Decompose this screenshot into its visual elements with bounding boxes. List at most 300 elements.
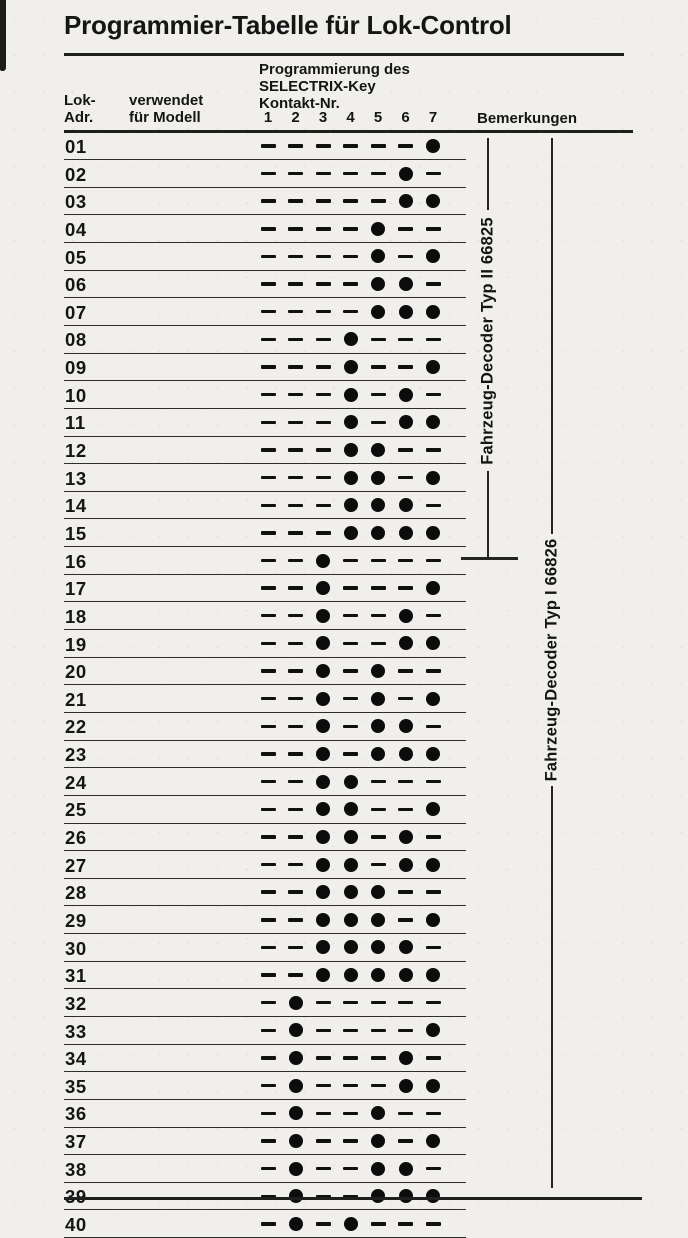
contact-dot xyxy=(371,471,385,485)
row-contacts xyxy=(64,602,466,629)
contact-dash xyxy=(371,1029,386,1032)
row-adr: 40 xyxy=(65,1214,87,1236)
contact-dash xyxy=(261,780,276,783)
table-row xyxy=(64,326,466,354)
row-adr: 21 xyxy=(65,689,87,711)
contact-dash xyxy=(261,669,276,672)
contact-dot xyxy=(399,719,413,733)
contact-dot xyxy=(399,1079,413,1093)
contact-dash xyxy=(261,338,276,341)
contact-dash xyxy=(261,559,276,562)
row-contacts xyxy=(64,824,466,851)
row-adr: 13 xyxy=(65,468,87,490)
contact-dash xyxy=(371,172,386,175)
contact-dash xyxy=(316,1167,331,1170)
row-contacts xyxy=(64,1072,466,1099)
row-adr: 03 xyxy=(65,191,87,213)
contact-number: 6 xyxy=(396,109,416,126)
contact-dot xyxy=(289,1134,303,1148)
row-adr: 29 xyxy=(65,910,87,932)
row-adr: 10 xyxy=(65,385,87,407)
contact-dash xyxy=(343,1167,358,1170)
contact-dot xyxy=(371,747,385,761)
contact-dot xyxy=(316,664,330,678)
contact-dash xyxy=(261,365,276,368)
contact-dash xyxy=(288,725,303,728)
contact-dot xyxy=(426,802,440,816)
contact-dash xyxy=(316,1001,331,1004)
contact-dot xyxy=(426,526,440,540)
contact-dash xyxy=(261,1084,276,1087)
contact-dot xyxy=(344,526,358,540)
contact-dot xyxy=(344,913,358,927)
contact-dot xyxy=(316,775,330,789)
row-adr: 25 xyxy=(65,799,87,821)
contact-dash xyxy=(288,669,303,672)
table-row xyxy=(64,188,466,216)
row-adr: 16 xyxy=(65,551,87,573)
contact-dash xyxy=(316,282,331,285)
row-contacts xyxy=(64,381,466,408)
decoder-typ1-bracket-line-top xyxy=(551,138,553,534)
contact-dot xyxy=(344,775,358,789)
title-rule xyxy=(64,53,624,56)
contact-dash xyxy=(316,1056,331,1059)
contact-dash xyxy=(288,780,303,783)
contact-dot xyxy=(426,471,440,485)
row-adr: 17 xyxy=(65,578,87,600)
contact-dash xyxy=(288,531,303,534)
decoder-typ2-bracket-line-bottom xyxy=(487,471,489,559)
contact-dot xyxy=(399,388,413,402)
contact-dash xyxy=(261,310,276,313)
contact-dash xyxy=(426,725,441,728)
contact-dot xyxy=(316,885,330,899)
contact-dash xyxy=(371,808,386,811)
contact-dot xyxy=(426,913,440,927)
contact-dash xyxy=(398,697,413,700)
contact-dot xyxy=(399,1162,413,1176)
contact-dot xyxy=(426,747,440,761)
contact-dot xyxy=(371,443,385,457)
contact-dash xyxy=(371,863,386,866)
contact-dash xyxy=(316,227,331,230)
row-adr: 23 xyxy=(65,744,87,766)
table-row xyxy=(64,713,466,741)
contact-dot xyxy=(316,692,330,706)
row-adr: 36 xyxy=(65,1103,87,1125)
contact-dash xyxy=(398,808,413,811)
table-row xyxy=(64,437,466,465)
contact-dash xyxy=(316,199,331,202)
contact-dash xyxy=(426,1167,441,1170)
contact-dash xyxy=(343,1139,358,1142)
contact-dash xyxy=(288,752,303,755)
table-rows xyxy=(64,133,466,1238)
row-contacts xyxy=(64,519,466,546)
contact-dash xyxy=(288,559,303,562)
table-row xyxy=(64,879,466,907)
contact-dash xyxy=(261,890,276,893)
row-contacts xyxy=(64,685,466,712)
contact-dot xyxy=(426,581,440,595)
column-header-modell-line2: für Modell xyxy=(129,109,203,126)
contact-dash xyxy=(343,559,358,562)
contact-dash xyxy=(316,365,331,368)
table-row xyxy=(64,934,466,962)
table-row xyxy=(64,243,466,271)
contact-dash xyxy=(316,310,331,313)
contact-dot xyxy=(316,636,330,650)
contact-dash xyxy=(288,172,303,175)
row-adr: 24 xyxy=(65,772,87,794)
contact-dash xyxy=(316,393,331,396)
row-contacts xyxy=(64,464,466,491)
contact-dash xyxy=(371,144,386,147)
row-contacts xyxy=(64,492,466,519)
contact-dash xyxy=(426,393,441,396)
contact-number: 5 xyxy=(368,109,388,126)
row-contacts xyxy=(64,741,466,768)
contact-dash xyxy=(426,1112,441,1115)
contact-dash xyxy=(261,1222,276,1225)
contact-dot xyxy=(371,305,385,319)
contact-dash xyxy=(261,752,276,755)
row-adr: 18 xyxy=(65,606,87,628)
contact-dash xyxy=(343,752,358,755)
row-contacts xyxy=(64,354,466,381)
contact-dot xyxy=(316,968,330,982)
contact-dash xyxy=(371,1084,386,1087)
programmierung-line3: Kontakt-Nr. xyxy=(259,95,410,112)
contact-dot xyxy=(344,1217,358,1231)
contact-dash xyxy=(398,918,413,921)
row-adr: 04 xyxy=(65,219,87,241)
contact-dash xyxy=(426,227,441,230)
decoder-typ1-label: Fahrzeug-Decoder Typ I 66826 xyxy=(543,539,562,782)
contact-dash xyxy=(371,199,386,202)
contact-dash xyxy=(261,1001,276,1004)
row-adr: 30 xyxy=(65,938,87,960)
row-adr: 26 xyxy=(65,827,87,849)
contact-dash xyxy=(288,227,303,230)
contact-dot xyxy=(371,249,385,263)
table-row xyxy=(64,271,466,299)
row-contacts xyxy=(64,547,466,574)
contact-dash xyxy=(288,835,303,838)
contact-dash xyxy=(316,255,331,258)
contact-dot xyxy=(316,609,330,623)
contact-dot xyxy=(426,968,440,982)
row-adr: 06 xyxy=(65,274,87,296)
contact-dash xyxy=(288,476,303,479)
contact-dash xyxy=(398,559,413,562)
contact-dash xyxy=(371,338,386,341)
row-contacts xyxy=(64,215,466,242)
contact-dot xyxy=(371,1134,385,1148)
table-row xyxy=(64,381,466,409)
contact-dot xyxy=(426,1023,440,1037)
row-adr: 27 xyxy=(65,855,87,877)
contact-dash xyxy=(261,946,276,949)
contact-dot xyxy=(426,1079,440,1093)
contact-dash xyxy=(261,835,276,838)
contact-dash xyxy=(343,144,358,147)
row-contacts xyxy=(64,796,466,823)
contact-dot xyxy=(316,858,330,872)
contact-dot xyxy=(399,194,413,208)
contact-dash xyxy=(398,1029,413,1032)
contact-dash xyxy=(371,586,386,589)
contact-dot xyxy=(371,222,385,236)
contact-dash xyxy=(288,282,303,285)
row-adr: 22 xyxy=(65,716,87,738)
row-adr: 12 xyxy=(65,440,87,462)
contact-dash xyxy=(343,1084,358,1087)
contact-dot xyxy=(371,692,385,706)
contact-dot xyxy=(371,1106,385,1120)
contact-dash xyxy=(426,946,441,949)
contact-dash xyxy=(316,1084,331,1087)
contact-dash xyxy=(398,365,413,368)
row-contacts xyxy=(64,437,466,464)
contact-dot xyxy=(344,498,358,512)
contact-dash xyxy=(288,144,303,147)
contact-dot xyxy=(426,249,440,263)
contact-dash xyxy=(398,586,413,589)
contact-dot xyxy=(399,940,413,954)
row-adr: 11 xyxy=(65,412,86,434)
row-adr: 38 xyxy=(65,1159,87,1181)
contact-dash xyxy=(343,697,358,700)
row-contacts xyxy=(64,713,466,740)
contact-dash xyxy=(288,586,303,589)
contact-dash xyxy=(288,697,303,700)
contact-dash xyxy=(371,421,386,424)
row-contacts xyxy=(64,298,466,325)
contact-dot xyxy=(399,830,413,844)
contact-dash xyxy=(426,780,441,783)
table-row xyxy=(64,575,466,603)
contact-dash xyxy=(398,227,413,230)
contact-dot xyxy=(399,747,413,761)
table-row xyxy=(64,160,466,188)
table-row xyxy=(64,1128,466,1156)
programmierung-line2: SELECTRIX-Key xyxy=(259,78,410,95)
contact-dash xyxy=(426,1222,441,1225)
contact-dot xyxy=(289,1079,303,1093)
contact-dash xyxy=(316,1112,331,1115)
programmierung-line1: Programmierung des xyxy=(259,61,410,78)
table-row xyxy=(64,906,466,934)
contact-number-row xyxy=(64,109,466,127)
contact-dot xyxy=(399,498,413,512)
row-contacts xyxy=(64,934,466,961)
contact-number: 1 xyxy=(258,109,278,126)
table-row xyxy=(64,989,466,1017)
contact-dash xyxy=(426,1001,441,1004)
row-contacts xyxy=(64,271,466,298)
contact-dot xyxy=(316,940,330,954)
contact-dot xyxy=(344,471,358,485)
contact-dash xyxy=(343,282,358,285)
contact-dot xyxy=(426,360,440,374)
contact-dash xyxy=(426,1056,441,1059)
contact-dash xyxy=(426,504,441,507)
contact-dot xyxy=(371,719,385,733)
contact-dot xyxy=(371,664,385,678)
contact-dash xyxy=(316,144,331,147)
column-header-modell-line1: verwendet xyxy=(129,92,203,109)
table-row xyxy=(64,962,466,990)
contact-dash xyxy=(426,282,441,285)
contact-dash xyxy=(288,310,303,313)
contact-dot xyxy=(399,858,413,872)
row-contacts xyxy=(64,906,466,933)
contact-dash xyxy=(343,1056,358,1059)
contact-dash xyxy=(398,669,413,672)
contact-dash xyxy=(261,476,276,479)
contact-dot xyxy=(316,581,330,595)
contact-dash xyxy=(371,1056,386,1059)
contact-dot xyxy=(289,996,303,1010)
contact-dash xyxy=(426,614,441,617)
contact-dash xyxy=(398,255,413,258)
contact-dash xyxy=(316,531,331,534)
contact-dash xyxy=(288,918,303,921)
contact-dash xyxy=(426,338,441,341)
table-row xyxy=(64,354,466,382)
contact-dash xyxy=(426,890,441,893)
contact-dot xyxy=(399,526,413,540)
row-contacts xyxy=(64,989,466,1016)
contact-dash xyxy=(343,255,358,258)
contact-dash xyxy=(261,863,276,866)
contact-number: 4 xyxy=(341,109,361,126)
contact-dot xyxy=(426,636,440,650)
contact-dot xyxy=(344,858,358,872)
contact-dash xyxy=(288,448,303,451)
contact-dash xyxy=(316,421,331,424)
row-contacts xyxy=(64,1017,466,1044)
row-contacts xyxy=(64,879,466,906)
table-row xyxy=(64,1072,466,1100)
row-adr: 05 xyxy=(65,247,87,269)
contact-dot xyxy=(344,360,358,374)
row-contacts xyxy=(64,1210,466,1237)
row-adr: 07 xyxy=(65,302,87,324)
contact-dot xyxy=(316,802,330,816)
contact-dot xyxy=(399,609,413,623)
row-contacts xyxy=(64,1155,466,1182)
table-row xyxy=(64,298,466,326)
contact-dash xyxy=(398,144,413,147)
contact-dot xyxy=(399,277,413,291)
decoder-typ1-bracket-line-bottom xyxy=(551,786,553,1188)
contact-dash xyxy=(371,1222,386,1225)
contact-dash xyxy=(426,835,441,838)
row-contacts xyxy=(64,768,466,795)
contact-dash xyxy=(261,586,276,589)
contact-dash xyxy=(398,1001,413,1004)
contact-dash xyxy=(343,199,358,202)
contact-dot xyxy=(426,415,440,429)
contact-dash xyxy=(288,946,303,949)
contact-dash xyxy=(288,642,303,645)
contact-dash xyxy=(371,393,386,396)
row-adr: 32 xyxy=(65,993,87,1015)
contact-dash xyxy=(371,1001,386,1004)
row-adr: 19 xyxy=(65,634,87,656)
page-title: Programmier-Tabelle für Lok-Control xyxy=(64,10,512,41)
contact-dash xyxy=(261,1139,276,1142)
contact-dash xyxy=(288,365,303,368)
contact-dash xyxy=(343,1029,358,1032)
row-adr: 01 xyxy=(65,136,87,158)
contact-dash xyxy=(398,448,413,451)
contact-dot xyxy=(371,1162,385,1176)
table-row xyxy=(64,768,466,796)
contact-number: 2 xyxy=(286,109,306,126)
contact-dot xyxy=(371,968,385,982)
contact-dash xyxy=(316,1029,331,1032)
contact-dash xyxy=(261,1029,276,1032)
row-contacts xyxy=(64,243,466,270)
row-contacts xyxy=(64,658,466,685)
contact-dash xyxy=(261,448,276,451)
contact-dash xyxy=(426,448,441,451)
contact-dash xyxy=(426,172,441,175)
contact-dash xyxy=(426,559,441,562)
table-row xyxy=(64,1017,466,1045)
table-row xyxy=(64,409,466,437)
contact-dot xyxy=(426,692,440,706)
contact-dash xyxy=(261,725,276,728)
contact-dash xyxy=(288,890,303,893)
contact-dash xyxy=(261,1167,276,1170)
table-row xyxy=(64,133,466,161)
table-row xyxy=(64,215,466,243)
contact-dash xyxy=(261,227,276,230)
contact-dot xyxy=(344,885,358,899)
contact-dot xyxy=(426,1134,440,1148)
decoder-typ2-label: Fahrzeug-Decoder Typ II 66825 xyxy=(479,217,498,465)
contact-dash xyxy=(398,890,413,893)
table-row xyxy=(64,464,466,492)
table-row xyxy=(64,1100,466,1128)
contact-dot xyxy=(344,415,358,429)
column-header-bemerkungen: Bemerkungen xyxy=(477,110,577,127)
contact-dot xyxy=(371,498,385,512)
contact-dash xyxy=(426,669,441,672)
row-contacts xyxy=(64,188,466,215)
contact-dot xyxy=(399,968,413,982)
contact-dot xyxy=(371,526,385,540)
contact-dot xyxy=(344,802,358,816)
contact-dot xyxy=(371,913,385,927)
contact-dash xyxy=(343,1001,358,1004)
contact-dot xyxy=(289,1023,303,1037)
contact-dot xyxy=(344,830,358,844)
row-adr: 34 xyxy=(65,1048,87,1070)
contact-dot xyxy=(371,885,385,899)
row-adr: 33 xyxy=(65,1021,87,1043)
contact-dash xyxy=(316,1139,331,1142)
table-row xyxy=(64,519,466,547)
contact-dot xyxy=(344,968,358,982)
contact-dot xyxy=(344,443,358,457)
scan-artifact xyxy=(0,0,6,71)
